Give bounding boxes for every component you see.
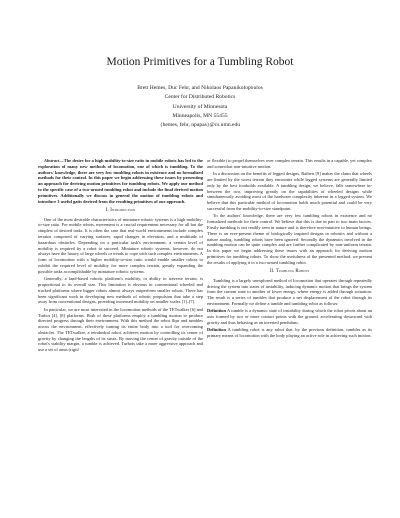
author-names: Brett Hemes, Duc Fehr, and Nikolaos Papanikolopoulos (137, 85, 263, 91)
section-heading-introduction: I. Introduction (105, 208, 136, 214)
definition-text: A tumble is a dynamic state of instability during which the robot pivots about an axis formed by two or more contact points with the ground, accelerating downward with gravity and thus behaving as an inverted pendulum. (207, 308, 372, 325)
paragraph: or flexible) to propel themselves over complex terrain. This results in a capable, yet complex and somewhat non-intuitive motion. (207, 158, 372, 169)
paragraph: In particular, we are most interested in the locomotion methods of the TETwalker [6] and Turbot [4], [8] platforms. Both of these platforms employ a tumbling motion to produce directed progress through their environment. With this method the robot flips and tumbles across the environment, effectively turning its entire body into a tool for overcoming obstacles. The TETwalker, a tetrahedral robot, achieves motion by controlling its center of gravity by changing the lengths of its struts. By moving the center of gravity outside of the robot's stability margin, a tumble is achieved. Turbots take a more aggressive approach and use a set of arms (rigid (38, 306, 203, 353)
author-block (0, 84, 400, 130)
abstract-text: The desire for a high mobility-to-size ratio in mobile robots has led to the exploration of many new methods of locomotion, one of which is tumbling. To the authors' knowledge, there are very few tumbling robots in existence and no formalized methods for their control. In this paper we begin addressing these issues by presenting an approach for deriving motion primitives for tumbling robots. We apply our method to the specific case of a two-armed tumbling robot and include the final derived motion primitives. Additionally we discuss in general the motion of tumbling robots and introduce 3 useful gaits derived from the resulting primitives of our approach. (38, 158, 203, 204)
paragraph: Tumbling is a largely unexplored method of locomotion that operates through repeatedly driving the system into states of instability, inducing dynamic motion that brings the system from the current state to another of lower energy, where energy is added through actuation. The result is a series of tumbles that produce a net displacement of the robot through its environment. Formally we define a tumble and tumbling robot as follows: (207, 277, 372, 306)
section-heading-tumbling-robots: II. Tumbling Robots (269, 269, 310, 275)
university: University of Minnesota (172, 103, 228, 110)
definition-tumble (207, 308, 372, 325)
definition-text: A tumbling robot is any robot that, by the previous definition, tumbles as its primary means of locomotion with the body playing an active role in achieving such motion. (207, 327, 372, 339)
definition-term: Definition (207, 327, 226, 333)
left-column (38, 158, 203, 355)
right-column (207, 158, 372, 340)
definition-tumbling-robot (207, 327, 372, 339)
paragraph: In a discussion on the benefits of legged designs, Raibert [9] makes the claim that wheels are limited by the worst terrain they encounter while legged systems are generally limited only by the best footholds available. A tumbling design, we believe, falls somewhere in-between the two, improving greatly on the capabilities of wheeled designs while simultaneously avoiding most of the hardware complexity inherent in a legged system. We believe that this particular method of locomotion holds much potential and could be very successful from the mobility-to-size standpoint. (207, 171, 372, 211)
paragraph: One of the most desirable characteristics of miniature robotic systems is a high mobility-to-size ratio. For mobile robots, movement is a crucial requirement necessary for all but the simplest of desired tasks. It is often the case that real-world environments include complex terrains composed of varying surfaces, rapid changes in elevation, and a multitude of hazardous obstacles. Depending on a particular task's environment, a certain level of mobility is required by a robot to succeed. Miniature robotic systems, however, do not always have the luxury of large wheels or treads to cope with such complex environments. A form of locomotion with a higher mobility-to-size ratio would enable smaller robots to exhibit the required level of mobility for more complex terrain, greatly expanding the possible tasks accomplishable by miniature robotic systems. (38, 216, 203, 274)
paragraph: Generally, a land-based robotic platform's mobility, or ability to traverse terrain, is proportional to its overall size. This limitation is obvious in conventional wheeled and tracked platforms where bigger robots almost always outperform smaller robots. There has been significant work in developing new methods of robotic propulsion that take a step away from conventional designs, providing increased mobility on smaller scales [1]–[7]. (38, 276, 203, 305)
abstract (38, 158, 203, 204)
paper-title: Motion Primitives for a Tumbling Robot (106, 56, 294, 68)
definition-term: Definition (207, 308, 226, 314)
city: Minneapolis, MN 55455 (172, 112, 228, 119)
email: {hemes, fehr, npapas}@cs.umn.edu (159, 122, 241, 129)
affiliation: Center for Distributed Robotics (164, 94, 236, 101)
abstract-lead: Abstract— (44, 158, 64, 163)
paragraph: To the authors' knowledge, there are very few tumbling robots in existence and no formalized methods for their control. We believe that this is due in part to two main factors. Firstly tumbling is not readily seen in nature and is therefore non-intuitive to human beings. There is an ever-present theme of biologically inspired designs in robotics and without a nature analog, tumbling robots have been ignored. Secondly the dynamics involved in the tumbling motion can be quite complex and are further complicated by non-uniform terrain. In this paper we begin addressing these issues with an approach for deriving motion primitives for tumbling robots. To show the usefulness of the presented method, we present the results of applying it to a two-armed tumbling robot. (207, 213, 372, 265)
